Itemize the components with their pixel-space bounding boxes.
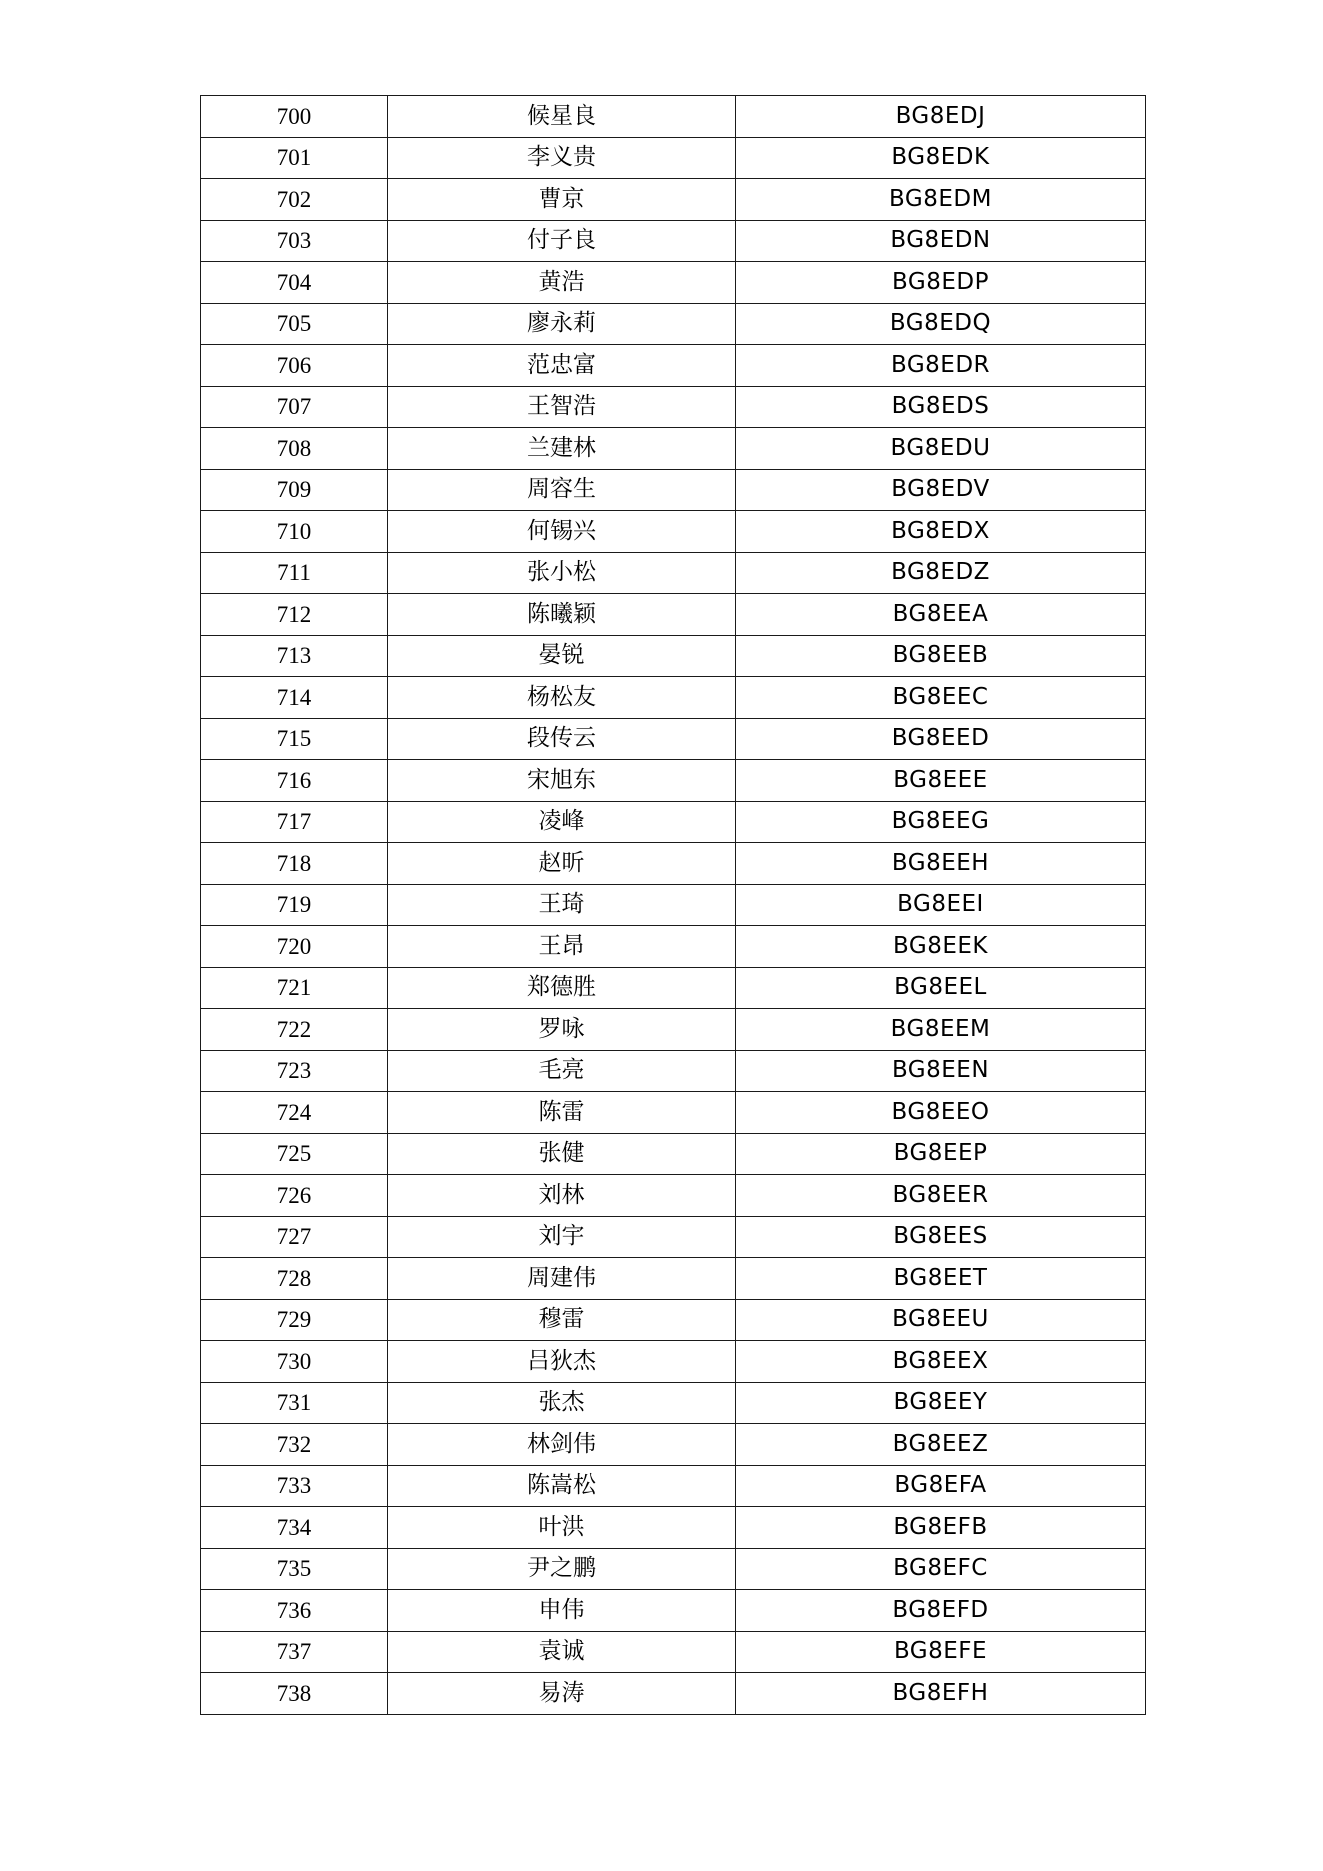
member-name-cell: 刘林	[388, 1175, 736, 1217]
table-row	[201, 469, 1146, 511]
row-number-cell: 726	[201, 1175, 388, 1217]
callsign-cell: BG8EEN	[736, 1050, 1146, 1092]
member-name-cell: 曹京	[388, 179, 736, 221]
row-number-cell: 737	[201, 1631, 388, 1673]
row-number-cell: 722	[201, 1009, 388, 1051]
member-name-cell: 林剑伟	[388, 1424, 736, 1466]
table-row	[201, 1133, 1146, 1175]
table-row	[201, 1092, 1146, 1134]
row-number-cell: 712	[201, 594, 388, 636]
callsign-cell: BG8EDK	[736, 137, 1146, 179]
table-row	[201, 1424, 1146, 1466]
member-name-cell: 叶洪	[388, 1507, 736, 1549]
callsign-cell: BG8EEY	[736, 1382, 1146, 1424]
callsign-cell: BG8EEI	[736, 884, 1146, 926]
callsign-cell: BG8EES	[736, 1216, 1146, 1258]
row-number-cell: 705	[201, 303, 388, 345]
member-name-cell: 陈曦颖	[388, 594, 736, 636]
callsign-cell: BG8EFB	[736, 1507, 1146, 1549]
row-number-cell: 736	[201, 1590, 388, 1632]
row-number-cell: 729	[201, 1299, 388, 1341]
row-number-cell: 717	[201, 801, 388, 843]
callsign-cell: BG8EFH	[736, 1673, 1146, 1715]
member-name-cell: 郑德胜	[388, 967, 736, 1009]
row-number-cell: 710	[201, 511, 388, 553]
row-number-cell: 724	[201, 1092, 388, 1134]
callsign-cell: BG8EEM	[736, 1009, 1146, 1051]
row-number-cell: 701	[201, 137, 388, 179]
row-number-cell: 723	[201, 1050, 388, 1092]
callsign-cell: BG8EDV	[736, 469, 1146, 511]
member-name-cell: 易涛	[388, 1673, 736, 1715]
table-row	[201, 1507, 1146, 1549]
member-name-cell: 王琦	[388, 884, 736, 926]
member-name-cell: 刘宇	[388, 1216, 736, 1258]
row-number-cell: 735	[201, 1548, 388, 1590]
member-name-cell: 黄浩	[388, 262, 736, 304]
row-number-cell: 738	[201, 1673, 388, 1715]
member-name-cell: 陈雷	[388, 1092, 736, 1134]
row-number-cell: 700	[201, 96, 388, 138]
row-number-cell: 721	[201, 967, 388, 1009]
callsign-cell: BG8EEU	[736, 1299, 1146, 1341]
table-row	[201, 1631, 1146, 1673]
row-number-cell: 707	[201, 386, 388, 428]
table-row	[201, 1590, 1146, 1632]
callsign-cell: BG8EDZ	[736, 552, 1146, 594]
member-name-cell: 尹之鹏	[388, 1548, 736, 1590]
callsign-cell: BG8EDU	[736, 428, 1146, 470]
table-row	[201, 1175, 1146, 1217]
roster-table-container	[200, 95, 1144, 1715]
row-number-cell: 718	[201, 843, 388, 885]
table-row	[201, 345, 1146, 387]
callsign-cell: BG8EEP	[736, 1133, 1146, 1175]
table-row	[201, 635, 1146, 677]
callsign-cell: BG8EED	[736, 718, 1146, 760]
member-name-cell: 范忠富	[388, 345, 736, 387]
member-name-cell: 毛亮	[388, 1050, 736, 1092]
table-row	[201, 303, 1146, 345]
row-number-cell: 703	[201, 220, 388, 262]
table-row	[201, 511, 1146, 553]
table-row	[201, 262, 1146, 304]
callsign-cell: BG8EEE	[736, 760, 1146, 802]
table-row	[201, 843, 1146, 885]
row-number-cell: 713	[201, 635, 388, 677]
callsign-cell: BG8EET	[736, 1258, 1146, 1300]
member-name-cell: 杨松友	[388, 677, 736, 719]
table-row	[201, 96, 1146, 138]
callsign-cell: BG8EDS	[736, 386, 1146, 428]
row-number-cell: 725	[201, 1133, 388, 1175]
callsign-cell: BG8EEC	[736, 677, 1146, 719]
table-row	[201, 1341, 1146, 1383]
callsign-cell: BG8EDM	[736, 179, 1146, 221]
table-row	[201, 1009, 1146, 1051]
callsign-cell: BG8EEA	[736, 594, 1146, 636]
table-row	[201, 137, 1146, 179]
callsign-cell: BG8EFE	[736, 1631, 1146, 1673]
table-row	[201, 1673, 1146, 1715]
table-row	[201, 967, 1146, 1009]
member-name-cell: 张杰	[388, 1382, 736, 1424]
callsign-cell: BG8EDQ	[736, 303, 1146, 345]
member-name-cell: 罗咏	[388, 1009, 736, 1051]
row-number-cell: 727	[201, 1216, 388, 1258]
roster-table-body	[201, 96, 1146, 1715]
row-number-cell: 733	[201, 1465, 388, 1507]
row-number-cell: 708	[201, 428, 388, 470]
member-name-cell: 穆雷	[388, 1299, 736, 1341]
member-name-cell: 申伟	[388, 1590, 736, 1632]
callsign-cell: BG8EEB	[736, 635, 1146, 677]
table-row	[201, 428, 1146, 470]
row-number-cell: 719	[201, 884, 388, 926]
row-number-cell: 714	[201, 677, 388, 719]
callsign-cell: BG8EDJ	[736, 96, 1146, 138]
row-number-cell: 706	[201, 345, 388, 387]
member-name-cell: 陈嵩松	[388, 1465, 736, 1507]
callsign-cell: BG8EEK	[736, 926, 1146, 968]
callsign-cell: BG8EEL	[736, 967, 1146, 1009]
row-number-cell: 731	[201, 1382, 388, 1424]
table-row	[201, 801, 1146, 843]
row-number-cell: 702	[201, 179, 388, 221]
callsign-cell: BG8EDN	[736, 220, 1146, 262]
member-name-cell: 李义贵	[388, 137, 736, 179]
row-number-cell: 732	[201, 1424, 388, 1466]
member-name-cell: 何锡兴	[388, 511, 736, 553]
row-number-cell: 711	[201, 552, 388, 594]
row-number-cell: 728	[201, 1258, 388, 1300]
callsign-cell: BG8EDR	[736, 345, 1146, 387]
callsign-cell: BG8EEZ	[736, 1424, 1146, 1466]
member-name-cell: 赵昕	[388, 843, 736, 885]
callsign-cell: BG8EFD	[736, 1590, 1146, 1632]
member-name-cell: 张小松	[388, 552, 736, 594]
member-name-cell: 周容生	[388, 469, 736, 511]
callsign-cell: BG8EEO	[736, 1092, 1146, 1134]
callsign-cell: BG8EDP	[736, 262, 1146, 304]
row-number-cell: 720	[201, 926, 388, 968]
table-row	[201, 1299, 1146, 1341]
member-name-cell: 廖永莉	[388, 303, 736, 345]
table-row	[201, 926, 1146, 968]
member-name-cell: 宋旭东	[388, 760, 736, 802]
table-row	[201, 760, 1146, 802]
member-name-cell: 吕狄杰	[388, 1341, 736, 1383]
callsign-cell: BG8EEH	[736, 843, 1146, 885]
callsign-cell: BG8EEG	[736, 801, 1146, 843]
table-row	[201, 220, 1146, 262]
callsign-cell: BG8EDX	[736, 511, 1146, 553]
row-number-cell: 734	[201, 1507, 388, 1549]
table-row	[201, 1382, 1146, 1424]
member-name-cell: 兰建林	[388, 428, 736, 470]
callsign-roster-table	[200, 95, 1146, 1715]
member-name-cell: 袁诚	[388, 1631, 736, 1673]
member-name-cell: 段传云	[388, 718, 736, 760]
row-number-cell: 709	[201, 469, 388, 511]
table-row	[201, 718, 1146, 760]
table-row	[201, 1548, 1146, 1590]
table-row	[201, 1258, 1146, 1300]
table-row	[201, 884, 1146, 926]
table-row	[201, 1050, 1146, 1092]
row-number-cell: 730	[201, 1341, 388, 1383]
callsign-cell: BG8EFA	[736, 1465, 1146, 1507]
callsign-cell: BG8EEX	[736, 1341, 1146, 1383]
row-number-cell: 716	[201, 760, 388, 802]
table-row	[201, 594, 1146, 636]
table-row	[201, 677, 1146, 719]
table-row	[201, 179, 1146, 221]
table-row	[201, 1216, 1146, 1258]
member-name-cell: 张健	[388, 1133, 736, 1175]
member-name-cell: 王智浩	[388, 386, 736, 428]
callsign-cell: BG8EFC	[736, 1548, 1146, 1590]
callsign-cell: BG8EER	[736, 1175, 1146, 1217]
member-name-cell: 凌峰	[388, 801, 736, 843]
member-name-cell: 周建伟	[388, 1258, 736, 1300]
row-number-cell: 715	[201, 718, 388, 760]
member-name-cell: 晏锐	[388, 635, 736, 677]
member-name-cell: 候星良	[388, 96, 736, 138]
member-name-cell: 付子良	[388, 220, 736, 262]
member-name-cell: 王昂	[388, 926, 736, 968]
table-row	[201, 552, 1146, 594]
table-row	[201, 386, 1146, 428]
table-row	[201, 1465, 1146, 1507]
row-number-cell: 704	[201, 262, 388, 304]
